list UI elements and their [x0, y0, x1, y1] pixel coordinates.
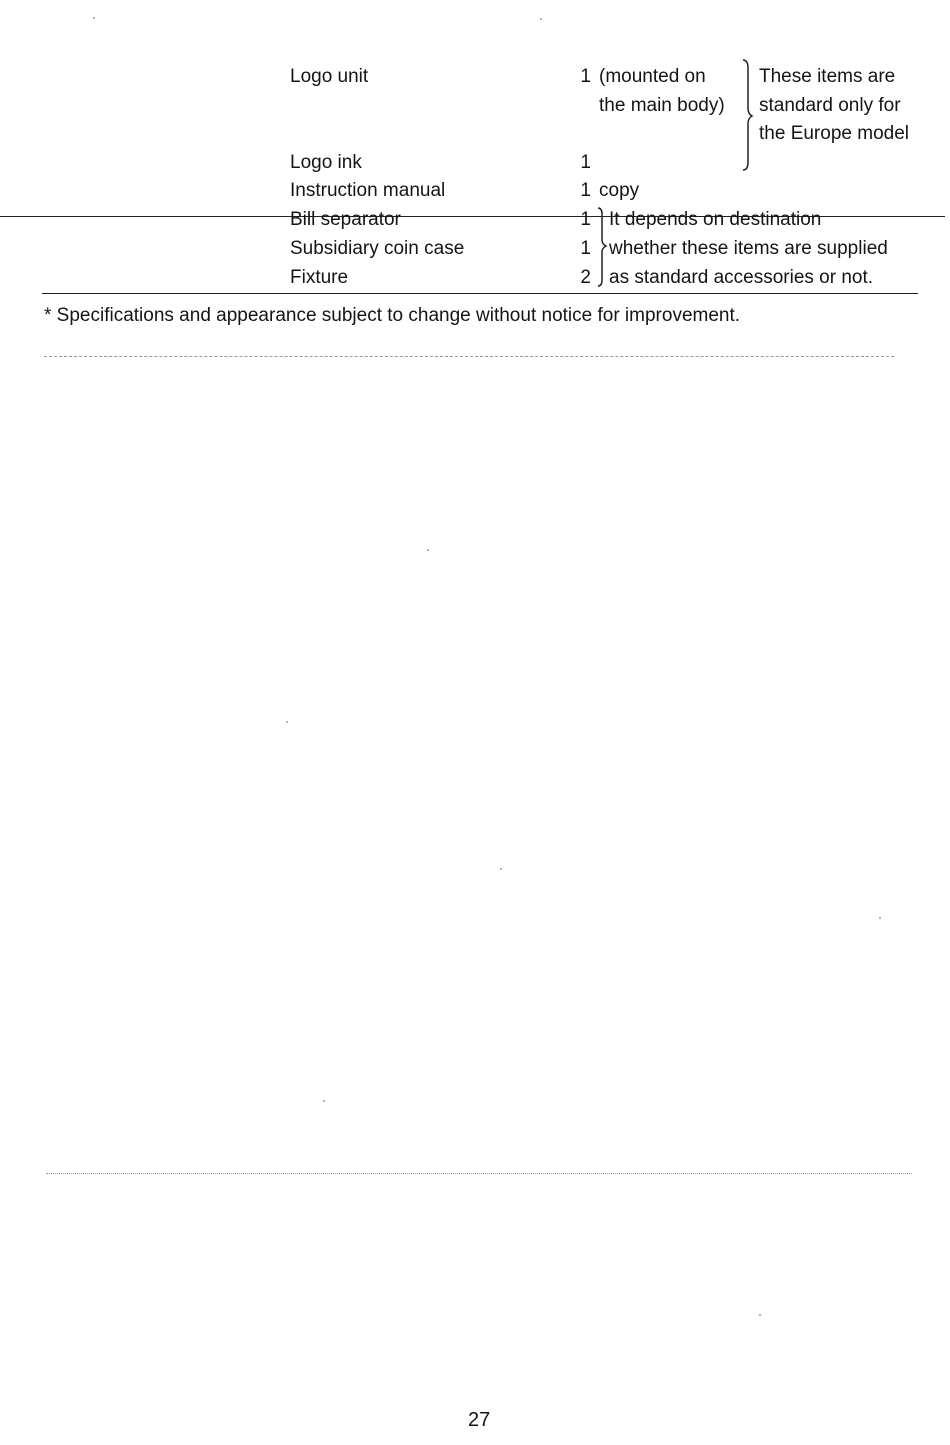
destination-note-line: It depends on destination — [609, 209, 822, 230]
scan-speck — [759, 1314, 761, 1316]
item-name: Subsidiary coin case — [290, 238, 465, 259]
item-name: Instruction manual — [290, 180, 446, 201]
scan-artifact-line — [44, 356, 894, 357]
europe-note-line: standard only for — [759, 95, 901, 116]
table-bottom-rule — [42, 293, 918, 294]
item-name: Logo unit — [290, 66, 369, 87]
item-name: Bill separator — [290, 209, 401, 230]
scan-speck — [540, 18, 542, 20]
item-note: the main body) — [599, 95, 725, 116]
scan-speck — [286, 721, 288, 723]
scan-artifact-line — [46, 1173, 912, 1174]
destination-note-line: whether these items are supplied — [609, 238, 888, 259]
destination-note-line: as standard accessories or not. — [609, 267, 874, 288]
destination-note-bracket — [596, 206, 608, 288]
item-note: (mounted on — [599, 66, 706, 87]
scan-speck — [93, 17, 95, 19]
page-number: 27 — [468, 1409, 491, 1431]
item-quantity: 2 — [580, 267, 591, 288]
item-quantity: 1 — [580, 152, 591, 173]
item-name: Fixture — [290, 267, 349, 288]
scan-speck — [879, 917, 881, 919]
scan-speck — [500, 868, 502, 870]
item-name: Logo ink — [290, 152, 362, 173]
specifications-footnote: * Specifications and appearance subject to change without notice for improvement. — [44, 305, 741, 326]
scan-speck — [323, 1100, 325, 1102]
europe-note-line: the Europe model — [759, 123, 909, 144]
item-quantity: 1 — [580, 238, 591, 259]
europe-note-line: These items are — [759, 66, 896, 87]
item-quantity: 1 — [580, 180, 591, 201]
scan-speck — [427, 549, 429, 551]
item-quantity: 1 — [580, 66, 591, 87]
europe-note-bracket — [741, 58, 755, 178]
item-note: copy — [599, 180, 640, 201]
item-quantity: 1 — [580, 209, 591, 230]
